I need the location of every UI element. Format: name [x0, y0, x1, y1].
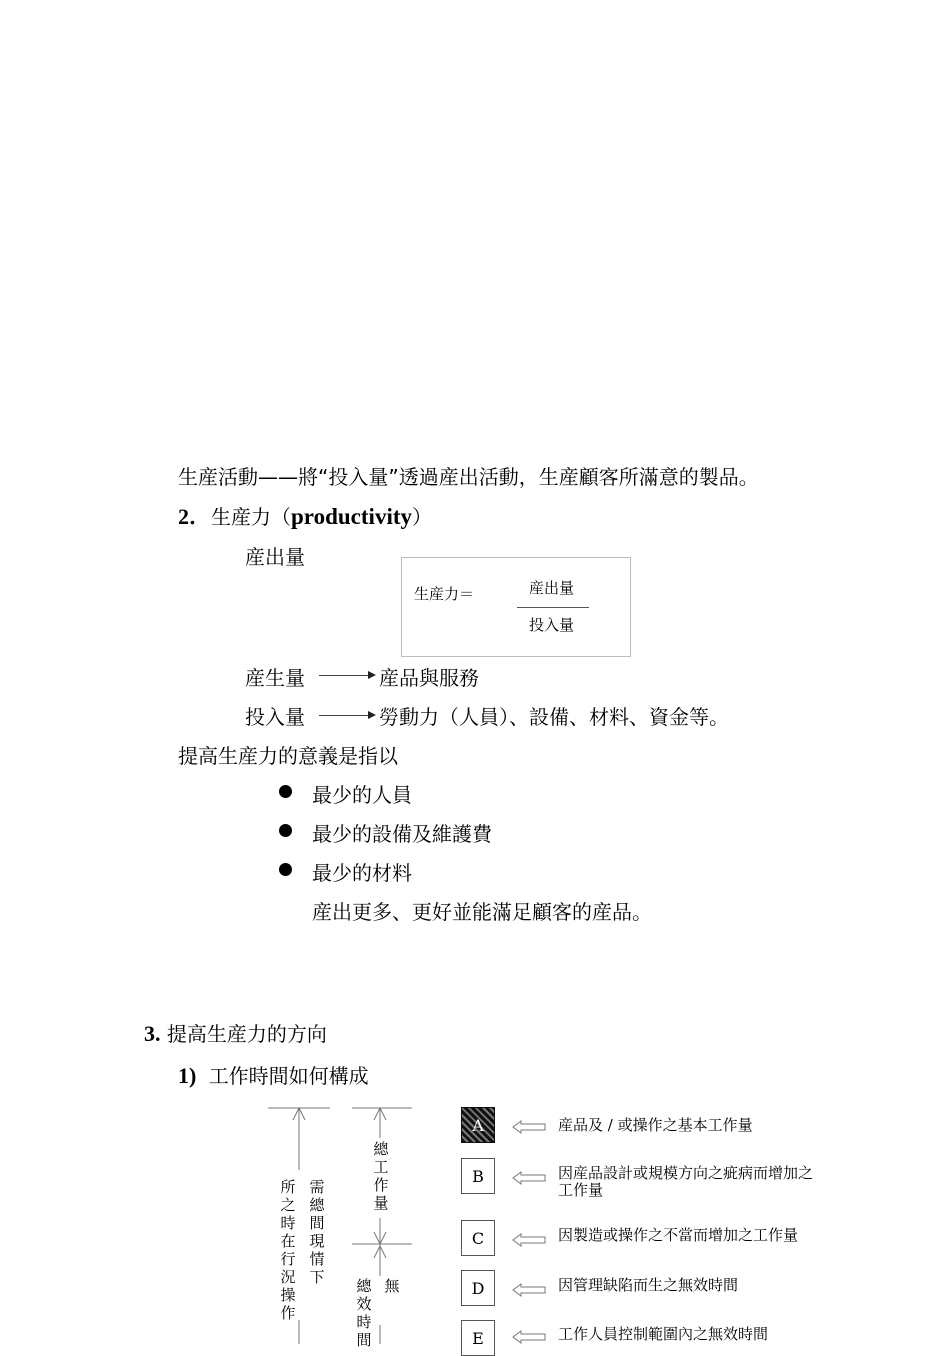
hollow-arrow-left-icon: [512, 1171, 546, 1185]
section2-heading: [178, 500, 432, 531]
hollow-arrow-left-icon: [512, 1283, 546, 1297]
mid-top-text: 總工作量: [373, 1140, 389, 1212]
section2-title-en: productivity: [291, 504, 412, 529]
arrow-line: [319, 675, 369, 676]
section2-title: 生産力（: [211, 505, 292, 529]
intro-line: 生産活動——將“投入量”透過産出活動，生産顧客所滿意的製品。: [178, 465, 759, 489]
section2-title-end: ）: [412, 505, 432, 529]
item-box-c: C: [461, 1220, 495, 1256]
formula-numerator: 産出量: [529, 579, 575, 597]
subsection1-heading: [178, 1060, 369, 1089]
row-term-output: 産生量: [245, 666, 305, 690]
item-box-d: D: [461, 1270, 495, 1306]
mid-bottom-col1-text: 總效時間: [356, 1277, 372, 1349]
bullet-item: 最少的材料: [312, 861, 412, 885]
item-box-a: A: [461, 1107, 495, 1143]
fraction-bar: [517, 607, 589, 608]
bullet-icon: [279, 785, 292, 798]
section2-number: 2．: [178, 504, 212, 529]
arrow-right-icon: [368, 711, 376, 719]
mid-bottom-col2-text: 無: [384, 1277, 400, 1295]
bullet-item: 最少的設備及維護費: [312, 822, 492, 846]
hollow-arrow-left-icon: [512, 1120, 546, 1134]
item-desc-b: 因産品設計或規模方向之疵病而增加之工作量: [558, 1164, 814, 1199]
meaning-intro: 提高生産力的意義是指以: [178, 744, 398, 768]
arrow-line: [319, 715, 369, 716]
row-result-output: 産品與服務: [379, 666, 479, 690]
bullet-icon: [279, 824, 292, 837]
subsection1-number: 1): [178, 1063, 197, 1088]
item-desc-c: 因製造或操作之不當而增加之工作量: [558, 1226, 799, 1244]
bullet-item: 最少的人員: [312, 783, 412, 807]
left-col2-text: 需總間現情下: [309, 1178, 325, 1286]
section3-number: 3.: [144, 1021, 161, 1046]
arrow-right-icon: [368, 671, 376, 679]
meaning-result: 産出更多、更好並能滿足顧客的産品。: [312, 900, 652, 924]
formula-box: [401, 557, 631, 657]
row-term-input: 投入量: [245, 705, 305, 729]
bullet-icon: [279, 863, 292, 876]
item-desc-d: 因管理缺陷而生之無效時間: [558, 1276, 739, 1294]
item-desc-a: 産品及 / 或操作之基本工作量: [558, 1116, 753, 1134]
output-label: 産出量: [245, 545, 305, 569]
item-box-b: B: [461, 1158, 495, 1194]
subsection1-title: 工作時間如何構成: [208, 1064, 369, 1088]
item-desc-e: 工作人員控制範圍內之無效時間: [558, 1325, 769, 1343]
formula-denominator: 投入量: [529, 616, 575, 634]
hollow-arrow-left-icon: [512, 1330, 546, 1344]
formula-lhs: 生産力＝: [414, 585, 475, 603]
hollow-arrow-left-icon: [512, 1233, 546, 1247]
left-col1-text: 所之時在行況操作: [280, 1178, 296, 1322]
section3-heading: [144, 1018, 327, 1047]
row-result-input: 勞動力（人員）、設備、材料、資金等。: [379, 705, 729, 729]
item-box-e: E: [461, 1320, 495, 1356]
section3-title: 提高生産力的方向: [166, 1022, 327, 1046]
